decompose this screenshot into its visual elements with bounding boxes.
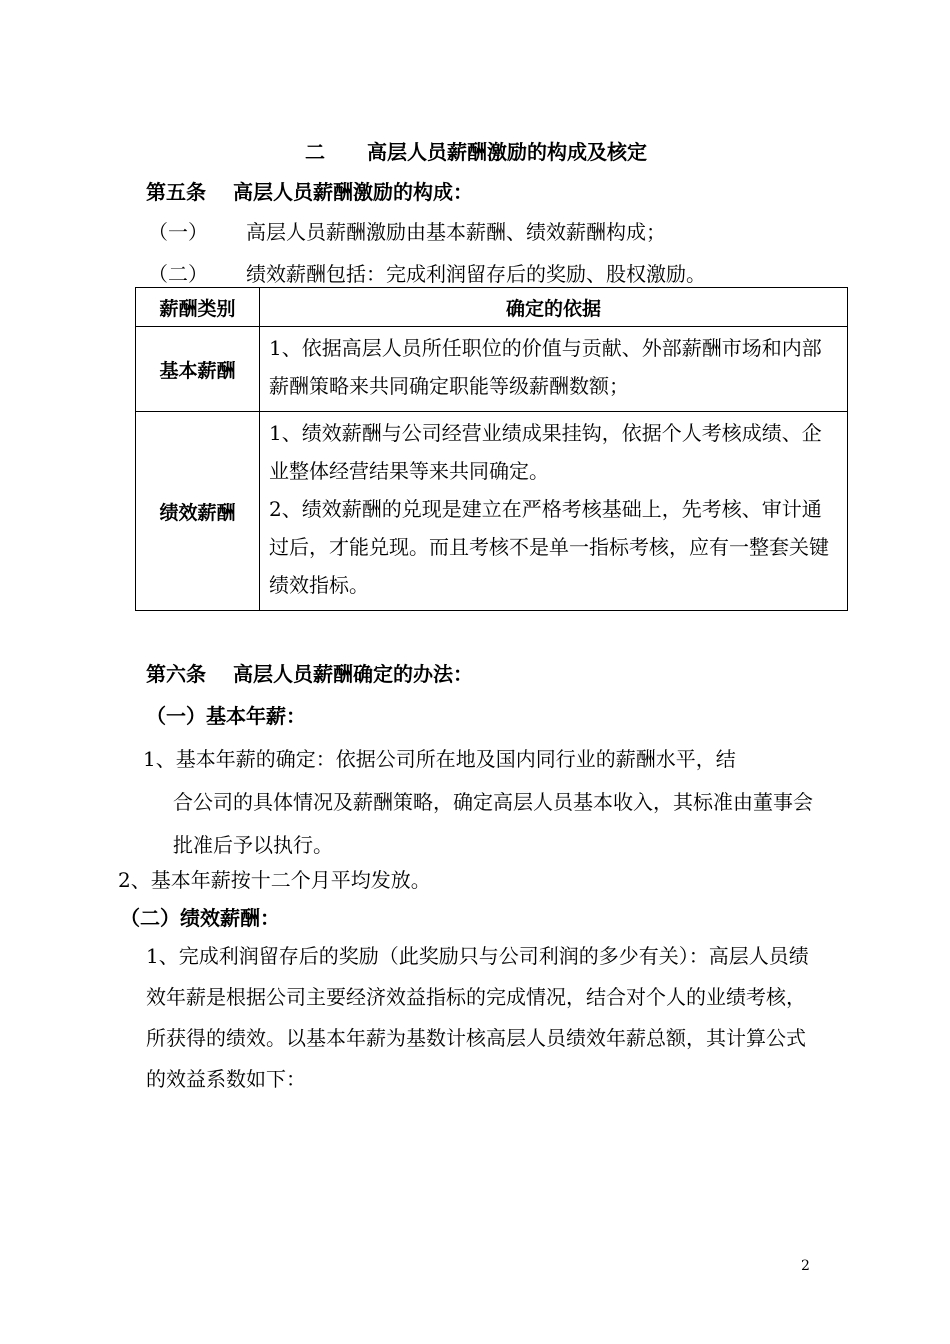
- basic-salary-heading: （一）基本年薪：: [146, 704, 306, 728]
- article5-item-1: [148, 216, 666, 245]
- item-text: 绩效薪酬包括：完成利润留存后的奖励、股权激励。: [246, 262, 706, 286]
- article5-heading: [146, 176, 473, 205]
- article5-label: 第五条: [146, 180, 206, 204]
- article5-item-2: [148, 258, 706, 287]
- section-heading: [305, 136, 647, 165]
- paragraph-first-line: 1、基本年薪的确定：依据公司所在地及国内同行业的薪酬水平，结: [143, 747, 736, 771]
- table-row: [136, 327, 848, 412]
- section-number: 二: [305, 140, 325, 164]
- table-cell-basis: [260, 412, 848, 611]
- page-number: 2: [801, 1258, 810, 1274]
- article5-title: 高层人员薪酬激励的构成：: [233, 180, 473, 204]
- basic-salary-paragraph-1: [143, 738, 823, 867]
- item-label: （二）: [148, 262, 208, 286]
- table-header-row: [136, 288, 848, 327]
- article6-title: 高层人员薪酬确定的办法：: [233, 662, 473, 686]
- basis-paragraph: 1、依据高层人员所任职位的价值与贡献、外部薪酬市场和内部薪酬策略来共同确定职能等级薪酬数额；: [269, 336, 822, 398]
- article6-label: 第六条: [146, 662, 206, 686]
- compensation-table: [135, 287, 848, 611]
- basis-paragraph: 1、绩效薪酬与公司经营业绩成果挂钩，依据个人考核成绩、企业整体经营结果等来共同确定。: [269, 421, 822, 483]
- table-header-category: 薪酬类别: [136, 288, 260, 327]
- basis-paragraph: 2、绩效薪酬的兑现是建立在严格考核基础上，先考核、审计通过后，才能兑现。而且考核不是单一指标考核，应有一整套关键绩效指标。: [269, 497, 829, 597]
- table-cell-category: 基本薪酬: [136, 327, 260, 412]
- table-cell-basis: [260, 327, 848, 412]
- table-header-basis: 确定的依据: [260, 288, 848, 327]
- performance-pay-paragraph: 1、完成利润留存后的奖励（此奖励只与公司利润的多少有关）：高层人员绩效年薪是根据公司主要经济效益指标的完成情况，结合对个人的业绩考核，所获得的绩效。以基本年薪为基数计核高层人员绩效年薪总额，其计算公式的效益系数如下：: [146, 944, 809, 1091]
- performance-pay-heading: （二）绩效薪酬：: [120, 906, 280, 930]
- item-label: （一）: [148, 220, 208, 244]
- table-row: [136, 412, 848, 611]
- basic-salary-paragraph-2: 2、基本年薪按十二个月平均发放。: [118, 868, 431, 892]
- table-cell-category: 绩效薪酬: [136, 412, 260, 611]
- section-title: 高层人员薪酬激励的构成及核定: [367, 140, 647, 164]
- item-text: 高层人员薪酬激励由基本薪酬、绩效薪酬构成；: [246, 220, 666, 244]
- article6-heading: [146, 658, 473, 687]
- paragraph-continuation: 合公司的具体情况及薪酬策略，确定高层人员基本收入，其标准由董事会批准后予以执行。: [173, 790, 813, 857]
